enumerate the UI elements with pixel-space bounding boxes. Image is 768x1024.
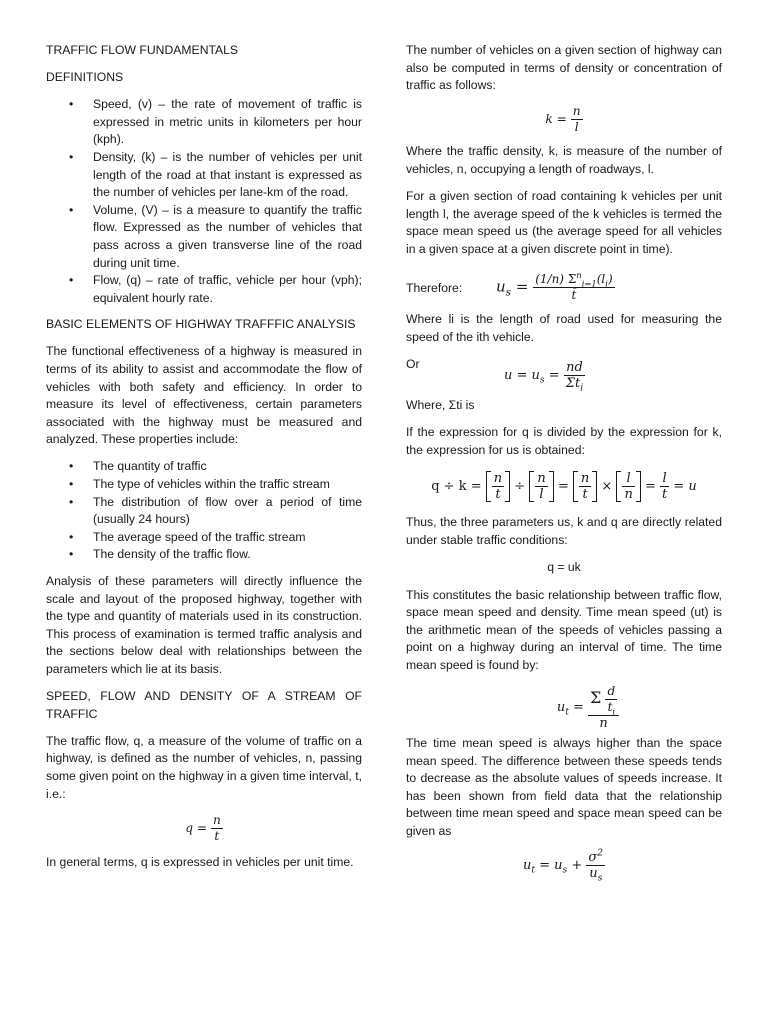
eq-lhs-sub: t [531,865,535,876]
paragraph: In general terms, q is expressed in vehicles per unit time. [46,854,354,869]
basic-elements-heading: BASIC ELEMENTS OF HIGHWAY TRAFFFIC ANALYSIS [46,317,356,332]
left-column [46,42,362,881]
den-part: Σt [565,376,581,392]
list-item: • Volume, (V) – is a measure to quantify the traffic flow. Expressed as the number of vehicles that pass across a given transverse line of the road during unit time. [93,202,362,272]
denominator: t̄ [571,288,577,303]
numerator: l [660,471,669,487]
definitions-list [46,96,362,307]
numerator: d [607,684,616,699]
equation-division [406,471,722,502]
eq-lhs-sub: s [505,286,512,299]
or-row [406,356,722,394]
num-part: ) [607,272,613,287]
denominator: t [495,487,501,503]
den-sub: i [580,383,584,394]
eq-equals: = [515,277,529,296]
eq-lhs: q = [185,820,208,835]
denominator: n [599,716,608,732]
denominator [586,866,605,884]
list-item: • The quantity of traffic [93,458,362,476]
list-item: • The density of the traffic flow. [93,546,362,564]
equation-flow [46,813,362,844]
numerator: n [537,471,546,487]
equation-u [504,356,585,394]
eq-operator: + [571,858,583,874]
sigma-symbol: Σ [590,688,602,708]
list-item: • Density, (k) – is the number of vehicles per unit length of the road at that instant is expressed as the number of vehicles per lane-km of the road. [93,149,362,202]
therefore-row [406,272,722,303]
denominator: t [214,828,220,843]
denominator: t [582,487,588,503]
eq-part: q ÷ k = [431,479,482,495]
fraction [564,360,585,394]
equation-density [406,104,722,135]
fraction [533,272,614,303]
paragraph: The functional effectiveness of a highway is measured in terms of its ability to assist and accommodate the flow of vehicles with both safety and efficiency. In order to measure its level of effectiveness, certain parameters associated with the highway must be measured and analyzed. These properties include: [46,344,362,447]
num-part: (l [596,272,606,287]
paragraph: Analysis of these parameters will directly influence the scale and layout of the proposed highway, together with the type and quantity of materials used in its construction. This process of examination is termed traffic analysis and the sections below deal with relationships between the parameters which lie at its basis. [46,574,362,676]
den-part: t [607,700,613,715]
eq-lhs: u [556,700,566,716]
denominator: l [539,487,544,503]
equation-time-mean-speed [454,684,722,731]
equation-space-mean-speed [496,272,615,303]
doc-title: TRAFFIC FLOW FUNDAMENTALS [46,43,239,57]
eq-lhs-sub: s [539,375,545,386]
fraction [586,848,605,884]
list-item: • The average speed of the traffic stream [93,529,362,547]
denominator: n [624,487,633,503]
denominator [564,376,585,394]
paragraph: The number of vehicles on a given section of highway can also be computed in terms of density or concentration of traffic as follows: [406,43,722,93]
eq-equals: = [572,700,584,716]
properties-list [46,458,362,564]
den-part: u [589,866,598,882]
paragraph: Where li is the length of road used for measuring the speed of the ith vehicle. [406,312,722,344]
fraction [571,104,583,135]
list-item: • Speed, (v) – the rate of movement of traffic is expressed in metric units in kilometers per hour (kph). [93,96,362,149]
list-item: • The distribution of flow over a period of time (usually 24 hours) [93,494,362,529]
num-sup: 2 [597,848,604,859]
den-sub: i [612,706,616,717]
bracket-fraction [616,471,640,502]
eq-sub: s [562,865,568,876]
numerator [533,272,614,288]
therefore-label: Therefore: [406,280,463,295]
paragraph: For a given section of road containing k vehicles per unit length l, the average speed of the k vehicles is termed the space mean speed us (the average speed for all vehicles in a given space at a given discrete point in time). [406,188,722,256]
denominator [605,700,617,715]
eq-lhs: u [496,277,506,296]
or-label: Or [406,357,420,372]
speed-flow-heading: SPEED, FLOW AND DENSITY OF A STREAM OF TRAFFIC [46,689,362,721]
numerator: n [580,471,590,487]
eq-part: = u [673,479,697,495]
fraction [588,684,619,731]
bracket-fraction [529,471,553,502]
paragraph: Thus, the three parameters us, k and q are directly related under stable traffic conditions: [406,515,722,547]
num-part: σ [588,850,598,866]
bracket-fraction [573,471,597,502]
num-sup: n [576,270,582,281]
eq-lhs: u = u [504,368,540,384]
paragraph: The time mean speed is always higher than the space mean speed. The difference between these speeds tends to decrease as the absolute values of speeds increase. It has been shown from field data that the relationship between time mean speed and space mean speed can be given as [406,736,722,839]
paragraph: The traffic flow, q, a measure of the volume of traffic on a highway, is defined as the number of vehicles, n, passing some given point on the highway in a given time interval, t, i.e.: [46,733,362,801]
numerator: n [493,471,503,487]
fraction [211,813,223,844]
equation-relationship [406,848,722,884]
eq-equals: = [548,368,560,384]
paragraph: This constitutes the basic relationship between traffic flow, space mean speed and density. Time mean speed (ut) is the arithmetic mean of the speeds of vehicles passing a point on a highway during an interval of time. The time mean speed is found by: [406,587,722,672]
numerator [586,850,605,866]
numerator: nd [564,360,585,376]
num-sub: i [605,278,608,289]
eq-lhs: k = [545,112,567,127]
paragraph: Where the traffic density, k, is measure of the number of vehicles, n, occupying a length of roadways, l. [406,144,722,176]
paragraph: Where, Σti is [406,398,475,413]
equation-q-uk: q = uk [547,560,581,574]
denominator: t [662,487,668,503]
list-item: • The type of vehicles within the traffic stream [93,476,362,494]
num-part: (1/n) [535,272,564,287]
numerator: n [572,104,581,119]
numerator: l [622,471,634,487]
list-item: • Flow, (q) – rate of traffic, vehicle per hour (vph); equivalent hourly rate. [93,272,362,307]
eq-part: = u [539,858,563,874]
eq-lhs: u [522,858,532,874]
right-column [406,42,722,884]
sigma-symbol: Σ [567,272,577,287]
eq-operator: × [601,479,613,495]
bracket-fraction [486,471,510,502]
eq-lhs-sub: t [565,707,569,718]
eq-operator: = [644,479,656,495]
numerator [588,684,619,716]
denominator: l [574,120,579,135]
definitions-heading: DEFINITIONS [46,70,124,85]
inner-fraction [605,684,617,715]
eq-operator: ÷ [514,479,526,495]
fraction [660,471,669,502]
den-sub: s [597,873,603,884]
numerator: n [212,812,221,827]
paragraph: If the expression for q is divided by the expression for k, the expression for us is obtained: [406,425,722,457]
num-sub: i=1 [581,278,597,289]
eq-operator: = [557,479,569,495]
